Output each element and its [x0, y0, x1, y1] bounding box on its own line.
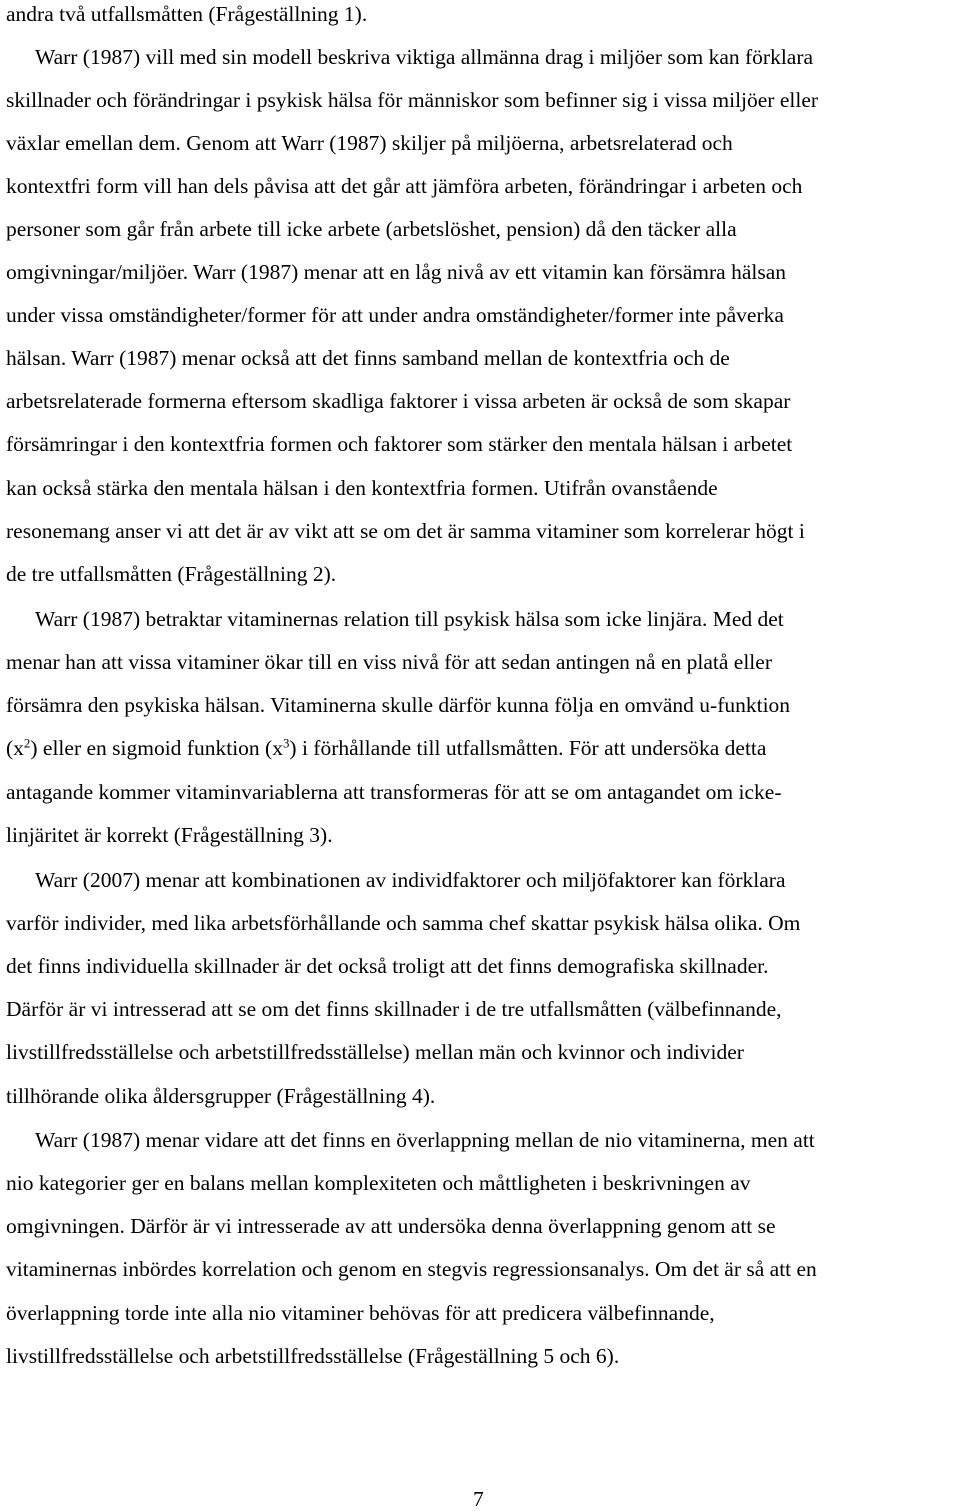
text-line: omgivningar/miljöer. Warr (1987) menar att en låg nivå av ett vitamin kan försämra hälsan	[6, 260, 786, 284]
text-fragment: ) i förhållande till utfallsmåtten. För att undersöka detta	[289, 736, 767, 760]
text-line: livstillfredsställelse och arbetstillfredsställelse (Frågeställning 5 och 6).	[6, 1344, 620, 1368]
text-line: kontextfri form vill han dels påvisa att det går att jämföra arbeten, förändringar i arbeten och	[6, 174, 803, 198]
page-number: 7	[473, 1487, 484, 1511]
text-line: linjäritet är korrekt (Frågeställning 3).	[6, 823, 333, 847]
text-line: omgivningen. Därför är vi intresserade av att undersöka denna överlappning genom att se	[6, 1214, 776, 1238]
text-line: vitaminernas inbördes korrelation och genom en stegvis regressionsanalys. Om det är så att en	[6, 1257, 817, 1281]
text-line: hälsan. Warr (1987) menar också att det finns samband mellan de kontextfria och de	[6, 346, 730, 370]
text-line: skillnader och förändringar i psykisk hälsa för människor som befinner sig i vissa miljöer eller	[6, 88, 819, 112]
text-line: livstillfredsställelse och arbetstillfredsställelse) mellan män och kvinnor och individer	[6, 1040, 744, 1064]
text-line: försämra den psykiska hälsan. Vitaminerna skulle därför kunna följa en omvänd u-funktion	[6, 693, 791, 717]
text-line: de tre utfallsmåtten (Frågeställning 2).	[6, 562, 337, 586]
text-line: antagande kommer vitaminvariablerna att transformeras för att se om antagandet om icke-	[6, 780, 782, 804]
text-line: menar han att vissa vitaminer ökar till en viss nivå för att sedan antingen nå en platå eller	[6, 650, 772, 674]
text-fragment: ) eller en sigmoid funktion (x	[30, 736, 283, 760]
text-line: överlappning torde inte alla nio vitaminer behövas för att predicera välbefinnande,	[6, 1301, 715, 1325]
text-line-with-superscripts	[6, 738, 766, 760]
text-line: Därför är vi intresserad att se om det finns skillnader i de tre utfallsmåtten (välbefinnande,	[6, 997, 782, 1021]
text-line: försämringar i den kontextfria formen och faktorer som stärker den mentala hälsan i arbetet	[6, 432, 793, 456]
text-line: andra två utfallsmåtten (Frågeställning 1).	[6, 2, 368, 26]
text-line: Warr (1987) vill med sin modell beskriva viktiga allmänna drag i miljöer som kan förklara	[35, 45, 814, 69]
text-line: resonemang anser vi att det är av vikt att se om det är samma vitaminer som korrelerar högt i	[6, 519, 805, 543]
text-line: växlar emellan dem. Genom att Warr (1987) skiljer på miljöerna, arbetsrelaterad och	[6, 131, 733, 155]
text-line: det finns individuella skillnader är det också troligt att det finns demografiska skillnader.	[6, 954, 769, 978]
text-line: under vissa omständigheter/former för att under andra omständigheter/former inte påverka	[6, 303, 784, 327]
superscript: 2	[23, 736, 31, 751]
text-line: Warr (2007) menar att kombinationen av individfaktorer och miljöfaktorer kan förklara	[35, 868, 786, 892]
superscript: 3	[282, 736, 290, 751]
text-line: Warr (1987) menar vidare att det finns en överlappning mellan de nio vitaminerna, men att	[35, 1128, 815, 1152]
text-line: personer som går från arbete till icke arbete (arbetslöshet, pension) då den täcker alla	[6, 217, 737, 241]
text-line: varför individer, med lika arbetsförhållande och samma chef skattar psykisk hälsa olika. Om	[6, 911, 801, 935]
text-line: kan också stärka den mentala hälsan i den kontextfria formen. Utifrån ovanstående	[6, 476, 718, 500]
text-line: Warr (1987) betraktar vitaminernas relation till psykisk hälsa som icke linjära. Med det	[35, 607, 784, 631]
text-line: arbetsrelaterade formerna eftersom skadliga faktorer i vissa arbeten är också de som skapar	[6, 389, 791, 413]
text-fragment: (x	[6, 736, 24, 760]
text-line: tillhörande olika åldersgrupper (Frågeställning 4).	[6, 1084, 436, 1108]
text-line: nio kategorier ger en balans mellan komplexiteten och måttligheten i beskrivningen av	[6, 1171, 751, 1195]
